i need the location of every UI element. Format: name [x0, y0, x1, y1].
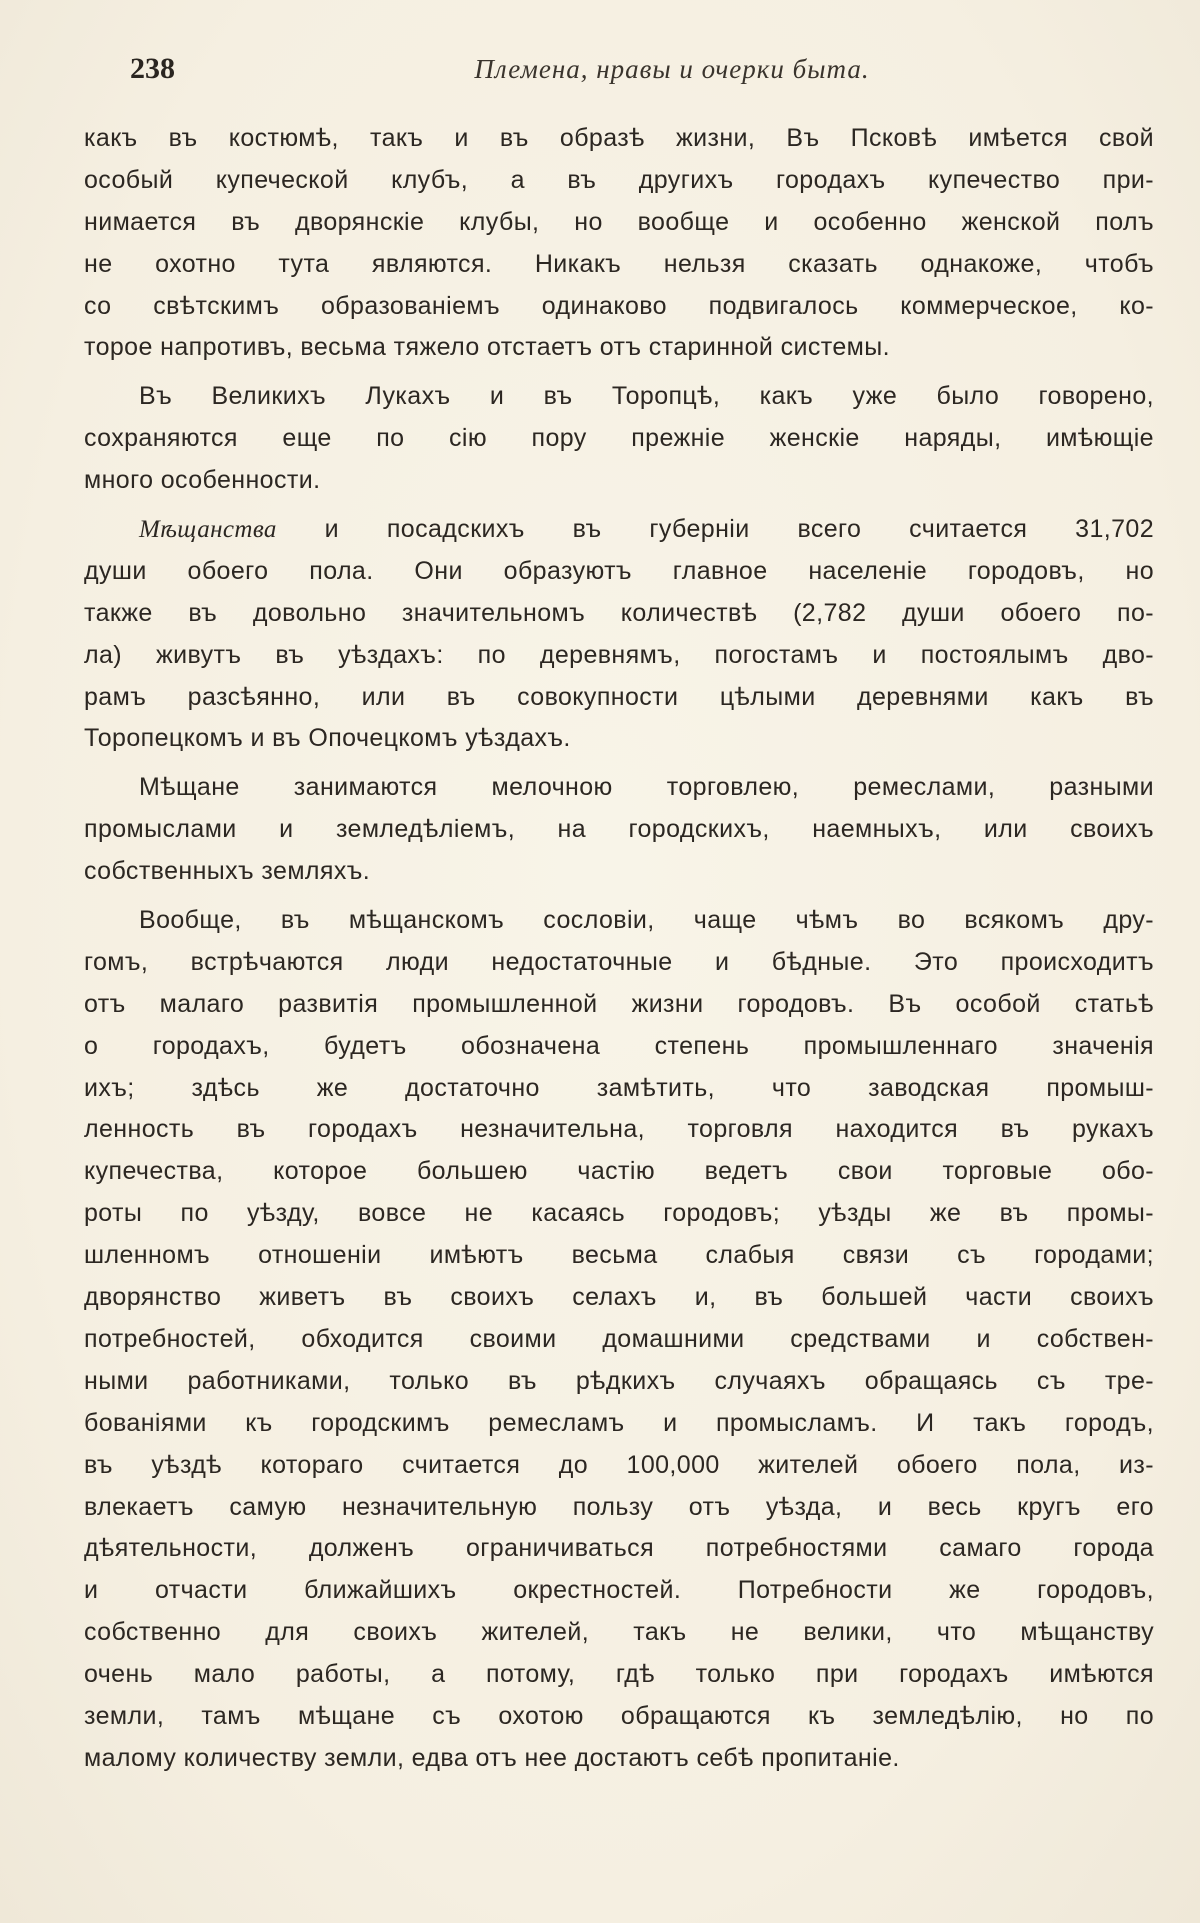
- paragraph: [84, 118, 1154, 369]
- page-number: 238: [130, 52, 175, 85]
- text-line: малому количеству земли, едва отъ нее достаютъ себѣ пропитаніе.: [84, 1743, 900, 1772]
- text-line: Въ Великихъ Лукахъ и въ Торопцѣ, какъ уже было говорено,: [139, 382, 1154, 411]
- paragraph-gap: [84, 760, 1154, 767]
- text-line: влекаетъ самую незначительную пользу отъ уѣзда, и весь кругъ его: [84, 1492, 1154, 1521]
- text-line: много особенности.: [84, 466, 321, 495]
- text-line: бованіями къ городскимъ ремесламъ и промысламъ. И такъ городъ,: [84, 1408, 1154, 1437]
- page-header: [130, 52, 1154, 96]
- text-line: [84, 509, 1154, 551]
- line-text: и посадскихъ въ губерніи всего считается 31,702: [276, 515, 1154, 544]
- text-line: также въ довольно значительномъ количествѣ (2,782 души обоего по-: [84, 598, 1154, 627]
- text-line: Торопецкомъ и въ Опочецкомъ уѣздахъ.: [84, 724, 571, 753]
- text-line: въ уѣздѣ котораго считается до 100,000 жителей обоего пола, из-: [84, 1450, 1154, 1479]
- text-line: ными работниками, только въ рѣдкихъ случаяхъ обращаясь съ тре-: [84, 1366, 1154, 1395]
- text-line: Мѣщане занимаются мелочною торговлею, ремеслами, разными: [139, 773, 1154, 802]
- italic-term: Мѣщанства: [139, 516, 277, 544]
- text-line: торое напротивъ, весьма тяжело отстаетъ отъ старинной системы.: [84, 333, 890, 362]
- text-line: гомъ, встрѣчаются люди недостаточные и бѣдные. Это происходитъ: [84, 947, 1154, 976]
- text-line: промыслами и земледѣліемъ, на городскихъ, наемныхъ, или своихъ: [84, 815, 1154, 844]
- text-line: купечества, которое большею частію ведетъ свои торговые обо-: [84, 1157, 1154, 1186]
- text-line: нимается въ дворянскіе клубы, но вообще и особенно женской полъ: [84, 207, 1154, 236]
- text-line: собственныхъ земляхъ.: [84, 857, 371, 886]
- text-line: собственно для своихъ жителей, такъ не велики, что мѣщанству: [84, 1618, 1154, 1647]
- text-line: земли, тамъ мѣщане съ охотою обращаются къ земледѣлію, но по: [84, 1701, 1154, 1730]
- paragraph: [84, 900, 1154, 1780]
- text-line: шленномъ отношеніи имѣютъ весьма слабыя связи съ городами;: [84, 1241, 1154, 1270]
- text-line: рамъ разсѣянно, или въ совокупности цѣлыми деревнями какъ въ: [84, 682, 1154, 711]
- text-line: сохраняются еще по сію пору прежніе женскіе наряды, имѣющіе: [84, 424, 1154, 453]
- body-text: [84, 118, 1154, 1780]
- text-line: дѣятельности, долженъ ограничиваться потребностями самаго города: [84, 1534, 1154, 1563]
- text-line: Вообще, въ мѣщанскомъ сословіи, чаще чѣмъ во всякомъ дру-: [139, 906, 1154, 935]
- text-line: потребностей, обходится своими домашними средствами и собствен-: [84, 1324, 1154, 1353]
- text-line: отъ малаго развитія промышленной жизни городовъ. Въ особой статьѣ: [84, 989, 1154, 1018]
- text-line: ленность въ городахъ незначительна, торговля находится въ рукахъ: [84, 1115, 1154, 1144]
- paragraph: [84, 509, 1154, 760]
- text-line: какъ въ костюмѣ, такъ и въ образѣ жизни, Въ Псковѣ имѣется свой: [84, 124, 1154, 152]
- text-line: и отчасти ближайшихъ окрестностей. Потребности же городовъ,: [84, 1576, 1154, 1605]
- text-line: не охотно тута являются. Никакъ нельзя сказать однакоже, чтобъ: [84, 249, 1154, 278]
- text-line: роты по уѣзду, вовсе не касаясь городовъ; уѣзды же въ промы-: [84, 1199, 1154, 1228]
- text-line: со свѣтскимъ образованіемъ одинаково подвигалось коммерческое, ко-: [84, 291, 1154, 320]
- text-line: ла) живутъ въ уѣздахъ: по деревнямъ, погостамъ и постоялымъ дво-: [84, 640, 1154, 669]
- text-line: особый купеческой клубъ, а въ другихъ городахъ купечество при-: [84, 165, 1154, 194]
- text-line: дворянство живетъ въ своихъ селахъ и, въ большей части своихъ: [84, 1283, 1154, 1312]
- text-line: о городахъ, будетъ обозначена степень промышленнаго значенія: [84, 1031, 1154, 1060]
- paragraph: [84, 767, 1154, 893]
- paragraph: [84, 376, 1154, 502]
- text-line: очень мало работы, а потому, гдѣ только при городахъ имѣются: [84, 1660, 1154, 1689]
- paragraph-gap: [84, 502, 1154, 509]
- paragraph-gap: [84, 893, 1154, 900]
- text-line: ихъ; здѣсь же достаточно замѣтить, что заводская промыш-: [84, 1073, 1154, 1102]
- text-line: души обоего пола. Они образуютъ главное населеніе городовъ, но: [84, 556, 1154, 585]
- paragraph-gap: [84, 369, 1154, 376]
- running-title: Племена, нравы и очерки быта.: [474, 54, 870, 84]
